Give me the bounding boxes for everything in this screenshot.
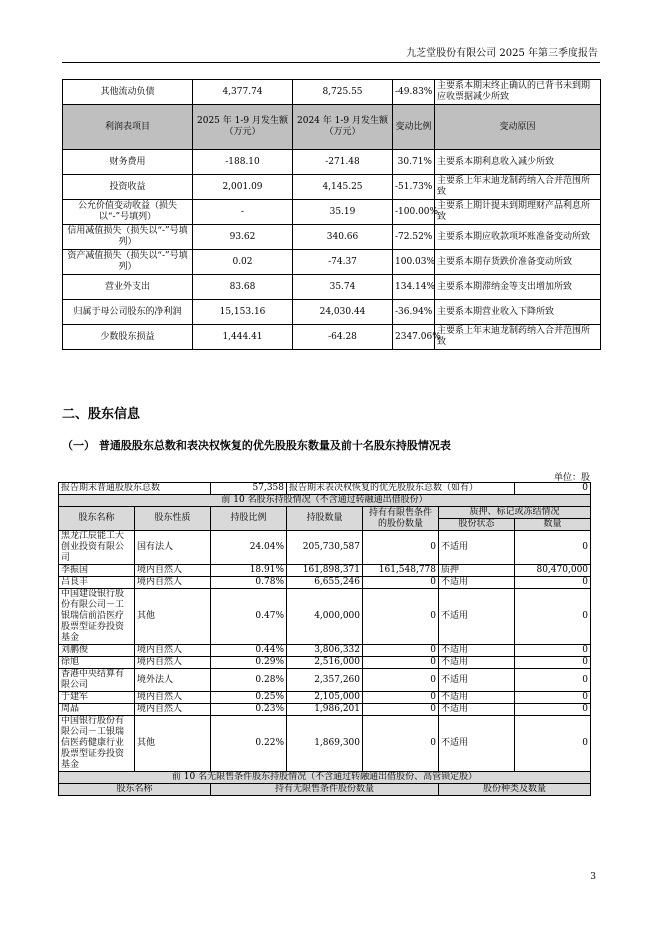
cell-status: 不适用 (439, 692, 515, 704)
cell-qty: 161,898,371 (287, 565, 363, 577)
cell-nature: 境内自然人 (135, 657, 211, 669)
shareholder-rows (59, 531, 591, 772)
cell-cur: 0.02 (193, 250, 293, 275)
cell-restricted: 0 (363, 531, 439, 565)
cell-ratio: 0.25% (211, 692, 287, 704)
cell-nature: 其他 (135, 716, 211, 772)
section-title: 二、股东信息 (62, 407, 141, 422)
cell-restricted: 0 (363, 645, 439, 657)
table-row (63, 325, 601, 350)
cell-cur: 83.68 (193, 275, 293, 300)
cell-qty: 2,516,000 (287, 657, 363, 669)
header-rule (62, 62, 600, 63)
cell-reason: 主要系本期滞纳金等支出增加所致 (435, 275, 601, 300)
table-row (59, 645, 591, 657)
table-row (63, 200, 601, 225)
header-reason: 变动原因 (435, 105, 601, 150)
table-row (59, 704, 591, 716)
cell-amount: 80,470,000 (515, 565, 591, 577)
unrestricted-header-row (59, 784, 591, 796)
cell-amount: 0 (515, 589, 591, 645)
shareholder-table (58, 482, 591, 796)
cell-ratio: -49.83% (393, 80, 435, 105)
top10-title: 前 10 名股东持股情况（不含通过转融通出借股份） (59, 495, 591, 507)
cell-name: 徐旭 (59, 657, 135, 669)
cell-reason: 主要系本期存货跌价准备变动所致 (435, 250, 601, 275)
cell-prev: 35.19 (293, 200, 393, 225)
cell-prev: 24,030.44 (293, 300, 393, 325)
cell-nature: 其他 (135, 589, 211, 645)
cell-prev: -271.48 (293, 150, 393, 175)
cell-cur: 2,001.09 (193, 175, 293, 200)
cell-qty: 1,869,300 (287, 716, 363, 772)
cell-name: 李振国 (59, 565, 135, 577)
cell-status: 不适用 (439, 669, 515, 692)
cell-amount: 0 (515, 645, 591, 657)
cell-status: 不适用 (439, 531, 515, 565)
table-row (59, 531, 591, 565)
cell-ratio: 0.29% (211, 657, 287, 669)
cell-ratio: 2347.06% (393, 325, 435, 350)
cell-name: 香港中央结算有限公司 (59, 669, 135, 692)
header-name: 股东名称 (59, 507, 135, 531)
header-item: 利润表项目 (63, 105, 193, 150)
unrestricted-title-row (59, 772, 591, 784)
cell-item: 其他流动负债 (63, 80, 193, 105)
cell-ratio: 30.71% (393, 150, 435, 175)
cell-prev: 4,145.25 (293, 175, 393, 200)
cell-amount: 0 (515, 531, 591, 565)
cell-item: 投资收益 (63, 175, 193, 200)
header-ratio: 持股比例 (211, 507, 287, 531)
header-status: 股份状态 (439, 519, 515, 531)
table-header-row (63, 105, 601, 150)
table-row (63, 250, 601, 275)
cell-cur: - (193, 200, 293, 225)
cell-qty: 3,806,332 (287, 645, 363, 657)
cell-cur: 93.62 (193, 225, 293, 250)
cell-amount: 0 (515, 577, 591, 589)
header-ratio: 变动比例 (393, 105, 435, 150)
unit-label: 单位：股 (553, 473, 590, 483)
cell-status: 不适用 (439, 577, 515, 589)
cell-name: 中国银行股份有限公司－工银瑞信医药健康行业股票型证券投资基金 (59, 716, 135, 772)
unrestricted-header-type: 股份种类及数量 (439, 784, 591, 796)
cell-qty: 2,357,260 (287, 669, 363, 692)
cell-item: 财务费用 (63, 150, 193, 175)
cell-ratio: -100.00% (393, 200, 435, 225)
cell-cur: 15,153.16 (193, 300, 293, 325)
income-statement-table (62, 79, 601, 350)
table-header-row (59, 507, 591, 519)
cell-nature: 境内自然人 (135, 704, 211, 716)
cell-restricted: 0 (363, 716, 439, 772)
cell-name: 吕良丰 (59, 577, 135, 589)
cell-status: 不适用 (439, 704, 515, 716)
table-row (59, 669, 591, 692)
cell-restricted: 0 (363, 669, 439, 692)
unrestricted-header-qty: 持有无限售条件股份数量 (211, 784, 439, 796)
table-row (63, 300, 601, 325)
cell-ratio: 18.91% (211, 565, 287, 577)
cell-amount: 0 (515, 716, 591, 772)
cell-qty: 1,986,201 (287, 704, 363, 716)
cell-qty: 6,655,246 (287, 577, 363, 589)
cell-reason: 主要系本期应收款项坏账准备变动所致 (435, 225, 601, 250)
cell-restricted: 0 (363, 577, 439, 589)
cell-amount: 0 (515, 669, 591, 692)
cell-reason: 主要系本期利息收入减少所致 (435, 150, 601, 175)
header-amount: 数量 (515, 519, 591, 531)
header-qty: 持股数量 (287, 507, 363, 531)
cell-ratio: 100.03% (393, 250, 435, 275)
cell-restricted: 0 (363, 657, 439, 669)
income-rows (63, 150, 601, 350)
cell-cur: 1,444.41 (193, 325, 293, 350)
cell-nature: 境内自然人 (135, 577, 211, 589)
summary-label-2: 报告期末表决权恢复的优先股股东总数（如有） (287, 483, 515, 495)
cell-amount: 0 (515, 692, 591, 704)
cell-item: 营业外支出 (63, 275, 193, 300)
cell-status: 不适用 (439, 645, 515, 657)
cell-ratio: 0.47% (211, 589, 287, 645)
table-row (63, 175, 601, 200)
cell-reason: 主要系上年末迪龙制药纳入合并范围所致 (435, 325, 601, 350)
header-prev: 2024 年 1-9 月发生额（万元） (293, 105, 393, 150)
cell-reason: 主要系上期计提未到期理财产品利息所致 (435, 200, 601, 225)
cell-ratio: 24.04% (211, 531, 287, 565)
cell-qty: 4,000,000 (287, 589, 363, 645)
section-subtitle: （一） 普通股股东总数和表决权恢复的优先股股东数量及前十名股东持股情况表 (62, 439, 451, 452)
cell-restricted: 0 (363, 704, 439, 716)
cell-qty: 2,105,000 (287, 692, 363, 704)
table-row (59, 589, 591, 645)
summary-row (59, 483, 591, 495)
cell-reason: 主要系本期营业收入下降所致 (435, 300, 601, 325)
table-row (63, 275, 601, 300)
table-row (63, 80, 601, 105)
table-row (59, 657, 591, 669)
cell-ratio: 0.28% (211, 669, 287, 692)
table-row (59, 716, 591, 772)
header-pledge-group: 质押、标记或冻结情况 (439, 507, 591, 519)
cell-reason: 主要系本期末终止确认的已背书未到期应收票据减少所致 (435, 80, 601, 105)
cell-ratio: 0.23% (211, 704, 287, 716)
cell-restricted: 161,548,778 (363, 565, 439, 577)
cell-item: 公允价值变动收益（损失以“-”号填列） (63, 200, 193, 225)
cell-nature: 境内自然人 (135, 565, 211, 577)
cell-prev: 35.74 (293, 275, 393, 300)
cell-status: 不适用 (439, 589, 515, 645)
header-cur: 2025 年 1-9 月发生额（万元） (193, 105, 293, 150)
cell-ratio: 0.78% (211, 577, 287, 589)
cell-status: 不适用 (439, 716, 515, 772)
cell-item: 少数股东损益 (63, 325, 193, 350)
cell-name: 周晶 (59, 704, 135, 716)
table-row (63, 150, 601, 175)
cell-name: 黑龙江辰能工大创业投资有限公司 (59, 531, 135, 565)
unrestricted-title: 前 10 名无限售条件股东持股情况（不含通过转融通出借股份、高管锁定股） (59, 772, 591, 784)
cell-prev: 340.66 (293, 225, 393, 250)
header-restricted: 持有有限售条件的股份数量 (363, 507, 439, 531)
top10-title-row (59, 495, 591, 507)
cell-ratio: 0.22% (211, 716, 287, 772)
cell-ratio: -36.94% (393, 300, 435, 325)
table-row (59, 692, 591, 704)
cell-qty: 205,730,587 (287, 531, 363, 565)
cell-item: 信用减值损失（损失以“-”号填列） (63, 225, 193, 250)
unrestricted-header-name: 股东名称 (59, 784, 211, 796)
cell-nature: 境内自然人 (135, 692, 211, 704)
table-row (63, 225, 601, 250)
summary-label-1: 报告期末普通股股东总数 (59, 483, 211, 495)
cell-cur: 4,377.74 (193, 80, 293, 105)
cell-nature: 境内自然人 (135, 645, 211, 657)
cell-ratio: 0.44% (211, 645, 287, 657)
cell-nature: 国有法人 (135, 531, 211, 565)
cell-prev: 8,725.55 (293, 80, 393, 105)
cell-amount: 0 (515, 657, 591, 669)
cell-name: 刘鹏俊 (59, 645, 135, 657)
cell-ratio: 134.14% (393, 275, 435, 300)
cell-name: 中国建设银行股份有限公司－工银瑞信前沿医疗股票型证券投资基金 (59, 589, 135, 645)
cell-ratio: -51.73% (393, 175, 435, 200)
table-row (59, 565, 591, 577)
cell-nature: 境外法人 (135, 669, 211, 692)
page-number: 3 (590, 872, 596, 882)
cell-prev: -74.37 (293, 250, 393, 275)
cell-reason: 主要系上年末迪龙制药纳入合并范围所致 (435, 175, 601, 200)
table-row (59, 577, 591, 589)
cell-status: 不适用 (439, 657, 515, 669)
cell-cur: -188.10 (193, 150, 293, 175)
summary-value-1: 57,358 (211, 483, 287, 495)
header-nature: 股东性质 (135, 507, 211, 531)
cell-prev: -64.28 (293, 325, 393, 350)
cell-amount: 0 (515, 704, 591, 716)
cell-restricted: 0 (363, 589, 439, 645)
cell-name: 于建军 (59, 692, 135, 704)
cell-item: 归属于母公司股东的净利润 (63, 300, 193, 325)
cell-status: 质押 (439, 565, 515, 577)
cell-restricted: 0 (363, 692, 439, 704)
report-header: 九芝堂股份有限公司 2025 年第三季度报告 (406, 48, 598, 59)
cell-ratio: -72.52% (393, 225, 435, 250)
summary-value-2: 0 (515, 483, 591, 495)
cell-item: 资产减值损失（损失以“-”号填列） (63, 250, 193, 275)
